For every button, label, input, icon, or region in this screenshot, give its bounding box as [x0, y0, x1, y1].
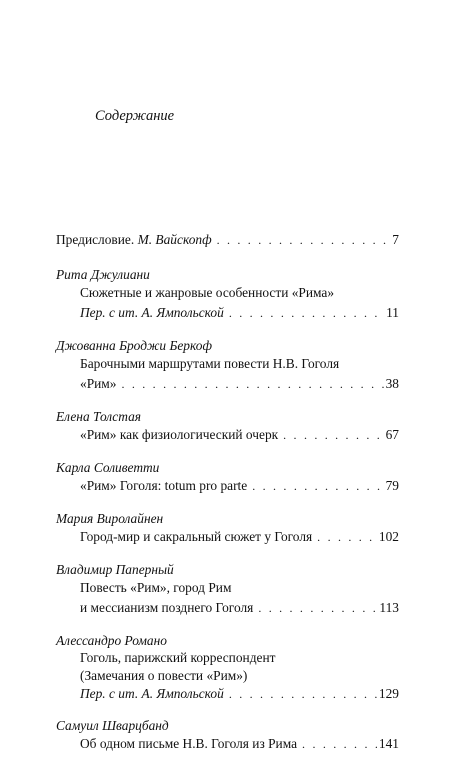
entry-title: Гоголь, парижский корреспондент: [80, 650, 276, 665]
entry-author: Карла Соливетти: [56, 460, 160, 475]
toc-entry: [56, 632, 399, 703]
toc-line: [56, 374, 399, 394]
table-of-contents: [56, 230, 399, 768]
page-number: 113: [379, 600, 399, 615]
dot-leader: [252, 476, 383, 496]
page-number: 38: [385, 376, 399, 391]
dot-leader: [317, 527, 377, 547]
entry-author: Джованна Броджи Беркоф: [56, 338, 212, 353]
preface-label: Предисловие. М. Вайскопф: [56, 232, 212, 247]
entry-title: «Рим»: [80, 376, 117, 391]
toc-entry: [56, 717, 399, 754]
page-number: 129: [378, 686, 399, 701]
dot-leader: [258, 598, 377, 618]
entry-title: Повесть «Рим», город Рим: [80, 580, 232, 595]
toc-line: [56, 354, 399, 374]
entry-author: Мария Виролайнен: [56, 511, 164, 526]
entry-title: и мессианизм позднего Гоголя: [80, 600, 254, 615]
page-number: 141: [378, 736, 399, 751]
toc-line: [56, 667, 399, 685]
toc-line: [56, 598, 399, 618]
toc-entry-preface: [56, 230, 399, 250]
toc-line: [56, 230, 399, 250]
entry-translator: Пер. с ит. А. Ямпольской: [80, 305, 224, 320]
entry-title: Сюжетные и жанровые особенности «Рима»: [80, 285, 335, 300]
dot-leader: [283, 425, 383, 445]
dot-leader: [121, 374, 383, 394]
entry-author: Алессандро Романо: [56, 633, 167, 648]
page-number: 102: [378, 529, 399, 544]
toc-line: [56, 476, 399, 496]
entry-title: «Рим» как физиологический очерк: [80, 427, 279, 442]
toc-line: [56, 578, 399, 598]
toc-line: [56, 283, 399, 303]
entry-author: Владимир Паперный: [56, 562, 174, 577]
toc-entry: [56, 408, 399, 445]
entry-author: Рита Джулиани: [56, 267, 150, 282]
entry-title: (Замечания о повести «Рим»): [80, 668, 248, 683]
toc-entry: [56, 459, 399, 496]
toc-line: [56, 649, 399, 667]
entry-title: «Рим» Гоголя: totum pro parte: [80, 478, 248, 493]
entry-author: Елена Толстая: [56, 409, 142, 424]
entry-author: Самуил Шварцбанд: [56, 718, 169, 733]
toc-line: [56, 527, 399, 547]
entry-title: Барочными маршрутами повести Н.В. Гоголя: [80, 356, 340, 371]
dot-leader: [229, 303, 384, 323]
toc-line: [56, 734, 399, 754]
entry-title: Об одном письме Н.В. Гоголя из Рима: [80, 736, 298, 751]
toc-entry: [56, 561, 399, 618]
entry-translator: Пер. с ит. А. Ямпольской: [80, 686, 224, 701]
page-number: 79: [385, 478, 399, 493]
toc-entry: [56, 337, 399, 394]
dot-leader: [302, 734, 377, 754]
page-number: 67: [385, 427, 399, 442]
preface-author: М. Вайскопф: [137, 232, 212, 247]
toc-entry: [56, 510, 399, 547]
toc-line: [56, 685, 399, 703]
toc-line: [56, 425, 399, 445]
toc-heading: Содержание: [95, 108, 175, 124]
page-number: 7: [392, 232, 399, 247]
dot-leader: [217, 230, 391, 250]
entry-title: Город-мир и сакральный сюжет у Гоголя: [80, 529, 313, 544]
toc-line: [56, 303, 399, 323]
dot-leader: [229, 685, 377, 703]
toc-entry: [56, 266, 399, 323]
page-number: 11: [386, 305, 399, 320]
